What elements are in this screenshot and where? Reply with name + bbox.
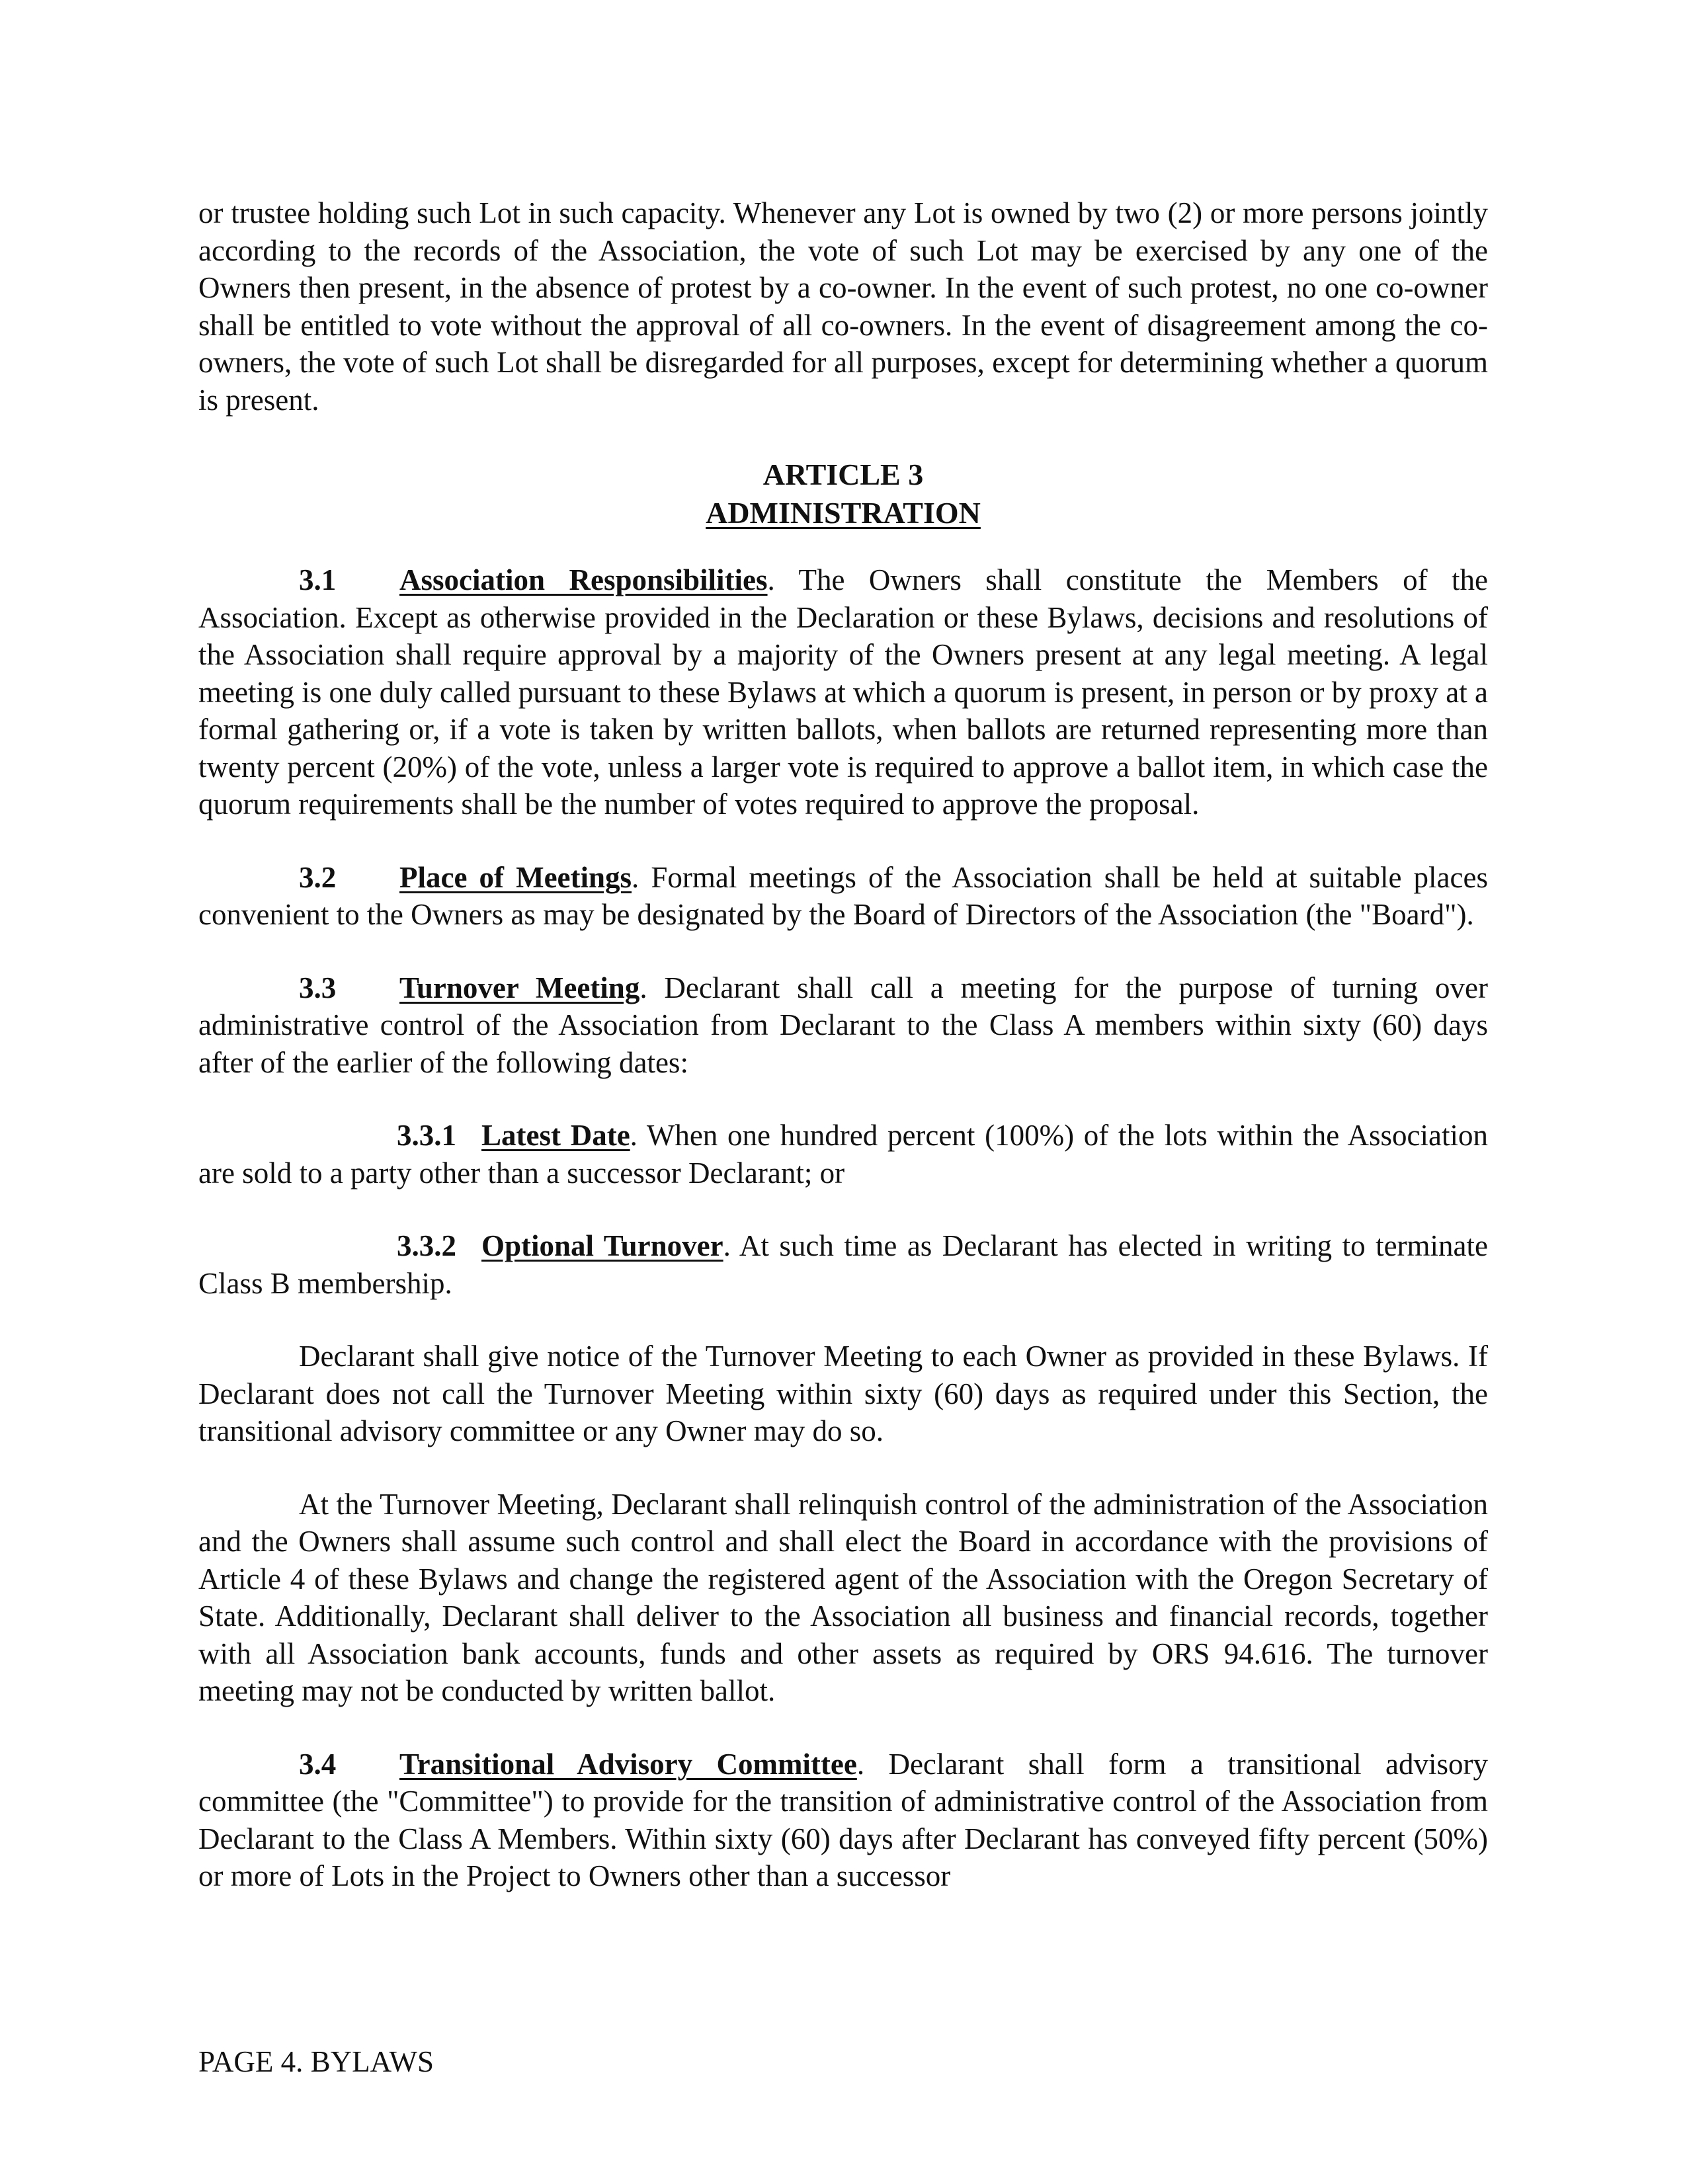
section-caption: Turnover Meeting xyxy=(399,971,640,1004)
continuation-paragraph: or trustee holding such Lot in such capacity. Whenever any Lot is owned by two (2) or more persons jointly according to the records of the Association, the vote of such Lot may be exercised by any one of the Owners then present, in the absence of protest by a co-owner. In the event of such protest, no one co-owner shall be entitled to vote without the approval of all co-owners. In the event of disagreement among the co-owners, the vote of such Lot shall be disregarded for all purposes, except for determining whether a quorum is present. xyxy=(198,196,1488,417)
article-heading xyxy=(198,456,1488,532)
notice-paragraph: Declarant shall give notice of the Turnover Meeting to each Owner as provided in these Bylaws. If Declarant does not call the Turnover Meeting within sixty (60) days as required under this Section, the transitional advisory committee or any Owner may do so. xyxy=(198,1340,1488,1447)
turnover-paragraph: At the Turnover Meeting, Declarant shall relinquish control of the administration of the Association and the Owners shall assume such control and shall elect the Board in accordance with the provisions of Article 4 of these Bylaws and change the registered agent of the Association with the Oregon Secretary of State. Additionally, Declarant shall deliver to the Association all business and financial records, together with all Association bank accounts, funds and other assets as required by ORS 94.616. The turnover meeting may not be conducted by written ballot. xyxy=(198,1487,1488,1707)
page-footer: PAGE 4. BYLAWS xyxy=(198,2045,434,2078)
section-3-3-2 xyxy=(198,1227,1488,1302)
section-number: 3.3 xyxy=(299,971,337,1004)
section-number: 3.1 xyxy=(299,563,337,596)
section-number: 3.2 xyxy=(299,860,337,894)
article-number: ARTICLE 3 xyxy=(762,458,924,491)
section-3-3-1 xyxy=(198,1117,1488,1192)
section-caption: Optional Turnover xyxy=(481,1229,723,1262)
section-3-3 xyxy=(198,969,1488,1082)
section-3-4 xyxy=(198,1746,1488,1895)
section-text: . The Owners shall constitute the Members of the Association. Except as otherwise provided in the Declaration or these Bylaws, decisions and resolutions of the Association shall require approval by a majority of the Owners present at any legal meeting. A legal meeting is one duly called pursuant to these Bylaws at which a quorum is present, in person or by proxy at a formal gathering or, if a vote is taken by written ballots, when ballots are returned representing more than twenty percent (20%) of the vote, unless a larger vote is required to approve a ballot item, in which case the quorum requirements shall be the number of votes required to approve the proposal. xyxy=(198,563,1489,821)
section-text: . Declarant shall call a meeting for the purpose of turning over administrative control of the Association from Declarant to the Class A members within sixty (60) days after of the earlier of the following dates: xyxy=(198,971,1488,1079)
section-number: 3.4 xyxy=(299,1747,337,1781)
page-body xyxy=(198,194,1488,1931)
section-caption: Transitional Advisory Committee xyxy=(399,1747,857,1781)
section-text: . At such time as Declarant has elected in writing to terminate Class B membership. xyxy=(198,1229,1488,1300)
section-caption: Association Responsibilities xyxy=(399,563,768,596)
section-number: 3.3.1 xyxy=(397,1119,456,1152)
section-number: 3.3.2 xyxy=(397,1229,456,1262)
section-text: . When one hundred percent (100%) of the lots within the Association are sold to a party other than a successor Declarant; or xyxy=(198,1119,1488,1190)
section-text: . Formal meetings of the Association shall be held at suitable places convenient to the Owners as may be designated by the Board of Directors of the Association (the "Board"). xyxy=(198,860,1488,931)
section-caption: Latest Date xyxy=(481,1119,630,1152)
section-3-2 xyxy=(198,859,1488,934)
article-title: ADMINISTRATION xyxy=(706,496,981,530)
section-caption: Place of Meetings xyxy=(399,860,632,894)
section-3-1 xyxy=(198,561,1488,823)
section-text: . Declarant shall form a transitional advisory committee (the "Committee") to provide for the transition of administrative control of the Association from Declarant to the Class A Members. Within sixty (60) days after Declarant has conveyed fifty percent (50%) or more of Lots in the Project to Owners other than a successor xyxy=(198,1747,1488,1892)
